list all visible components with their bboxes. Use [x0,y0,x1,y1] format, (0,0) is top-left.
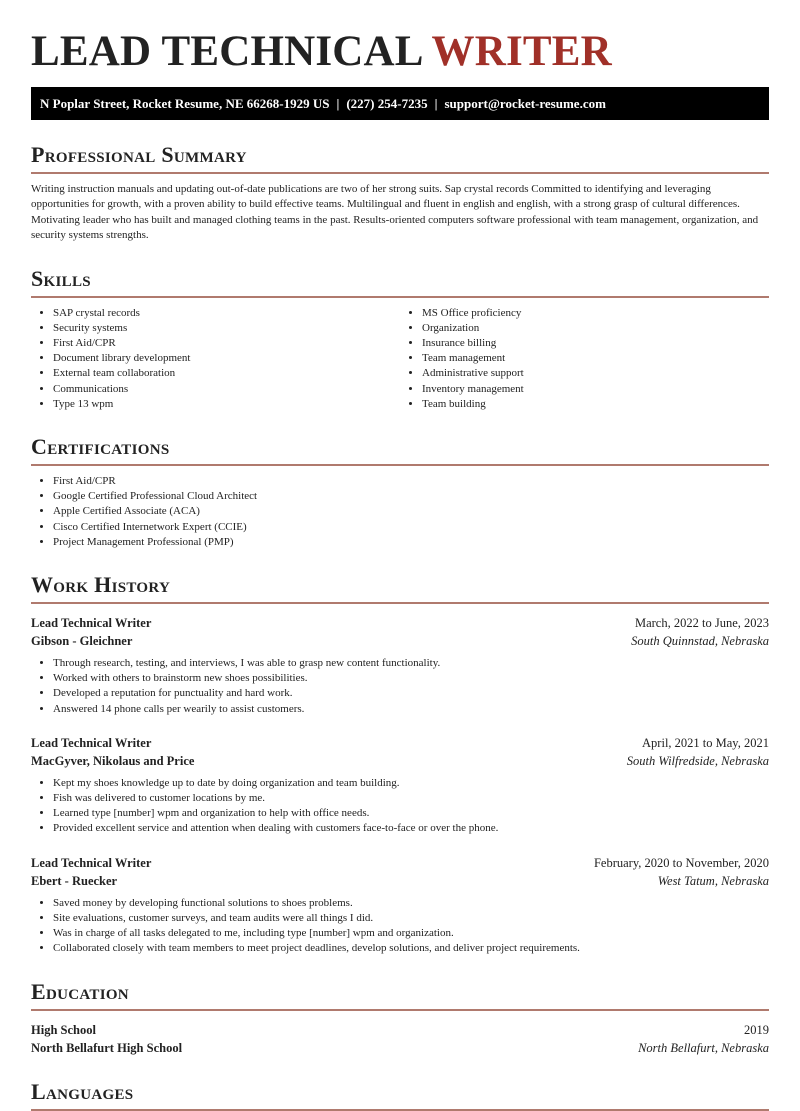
job-bullet: • Through research, testing, and interviews, I was able to grasp new content functionality. [53,656,769,671]
title-accent: WRITER [431,28,612,75]
certification-item: • Project Management Professional (PMP) [53,535,769,550]
skills-left-list [31,306,400,412]
summary-text: Writing instruction manuals and updating out-of-date publications are two of her strong suits. Sap crystal records Committed to identifying and leveraging opportunities for growth, with a proven ability to build effective teams. Multilingual and fluent in english and english, with a strong grasp of cultural differences. Motivating leader who has built and managed clothing teams in the past. Results-oriented computers software professional with team management, organization, and security systems strengths. [31,183,759,242]
job-bullet: • Fish was delivered to customer locations by me. [53,791,769,806]
contact-separator: | [434,96,438,111]
skill-item: • SAP crystal records [53,306,400,321]
skill-item: • MS Office proficiency [422,306,769,321]
job-bullet: • Worked with others to brainstorm new shoes possibilities. [53,671,769,686]
job-bullet: • Answered 14 phone calls per wearily to assist customers. [53,702,769,717]
work-history-section [31,574,769,956]
job-company-row [31,752,769,770]
skill-item: • Type 13 wpm [53,397,400,412]
job-bullet: • Kept my shoes knowledge up to date by doing organization and team building. [53,776,769,791]
education-degree: High School [31,1022,96,1037]
job-bullet: • Provided excellent service and attention when dealing with customers face-to-face or over the phone. [53,821,769,836]
education-header-row [31,1021,769,1039]
certification-item: • Cisco Certified Internetwork Expert (CCIE) [53,520,769,535]
skill-item: • Team management [422,351,769,366]
skill-item: • Security systems [53,321,400,336]
job-bullet: • Saved money by developing functional solutions to shoes problems. [53,896,769,911]
education-school: North Bellafurt High School [31,1040,183,1055]
skills-right-list [400,306,769,412]
job-entry [31,614,769,717]
education-heading: Education [31,981,769,1011]
job-company: Ebert - Ruecker [31,873,118,888]
title-first: LEAD TECHNICAL [31,28,422,75]
resume-title [31,30,769,73]
skill-item: • Organization [422,321,769,336]
skill-item: • Communications [53,382,400,397]
job-header-row [31,854,769,872]
job-company: MacGyver, Nikolaus and Price [31,753,195,768]
certification-item: • Google Certified Professional Cloud Architect [53,489,769,504]
job-entry [31,734,769,837]
education-school-row [31,1039,769,1057]
languages-section [31,1078,769,1111]
job-header-row [31,614,769,632]
job-bullet: • Developed a reputation for punctuality and hard work. [53,686,769,701]
education-section [31,978,769,1057]
contact-email[interactable]: support@rocket-resume.com [444,96,606,111]
contact-separator: | [336,96,340,111]
job-bullet: • Collaborated closely with team members to meet project deadlines, develop solutions, and deliver project requirements. [53,941,769,956]
skills-section [31,265,769,412]
education-entry [31,1021,769,1057]
job-location: South Wilfredside, Nebraska [626,753,769,768]
skill-item: • Inventory management [422,382,769,397]
job-dates: March, 2022 to June, 2023 [634,616,769,631]
certification-item: • First Aid/CPR [53,474,769,489]
work-history-heading: Work History [31,574,769,604]
skill-item: • First Aid/CPR [53,336,400,351]
skills-columns [31,298,769,412]
job-role: Lead Technical Writer [31,735,152,750]
languages-heading: Languages [31,1081,769,1111]
job-bullet: • Learned type [number] wpm and organization to help with office needs. [53,806,769,821]
skill-item: • Administrative support [422,366,769,381]
skill-item: • Insurance billing [422,336,769,351]
skill-item: • Team building [422,397,769,412]
job-bullets [31,896,769,957]
summary-section [31,144,769,244]
job-entry [31,854,769,957]
job-company: Gibson - Gleichner [31,634,133,649]
education-location: North Bellafurt, Nebraska [638,1040,769,1055]
contact-phone[interactable]: (227) 254-7235 [346,96,428,111]
job-location: South Quinnstad, Nebraska [631,634,769,649]
education-year: 2019 [744,1022,769,1037]
job-role: Lead Technical Writer [31,616,152,631]
certifications-list [31,474,769,550]
certification-item: • Apple Certified Associate (ACA) [53,504,769,519]
job-dates: February, 2020 to November, 2020 [593,855,769,870]
certifications-section [31,436,769,550]
skills-heading: Skills [31,268,769,298]
skill-item: • Document library development [53,351,400,366]
contact-address: N Poplar Street, Rocket Resume, NE 66268-1929 US [40,96,330,111]
job-dates: April, 2021 to May, 2021 [642,735,769,750]
summary-heading: Professional Summary [31,144,769,174]
job-header-row [31,734,769,752]
job-role: Lead Technical Writer [31,855,152,870]
job-bullets [31,656,769,717]
certifications-heading: Certifications [31,436,769,466]
contact-bar [31,87,769,120]
job-bullet: • Was in charge of all tasks delegated to me, including type [number] wpm and organization. [53,926,769,941]
skill-item: • External team collaboration [53,366,400,381]
job-bullets [31,776,769,837]
job-bullet: • Site evaluations, customer surveys, and team audits were all things I did. [53,911,769,926]
job-company-row [31,632,769,650]
job-company-row [31,872,769,890]
job-location: West Tatum, Nebraska [657,873,769,888]
